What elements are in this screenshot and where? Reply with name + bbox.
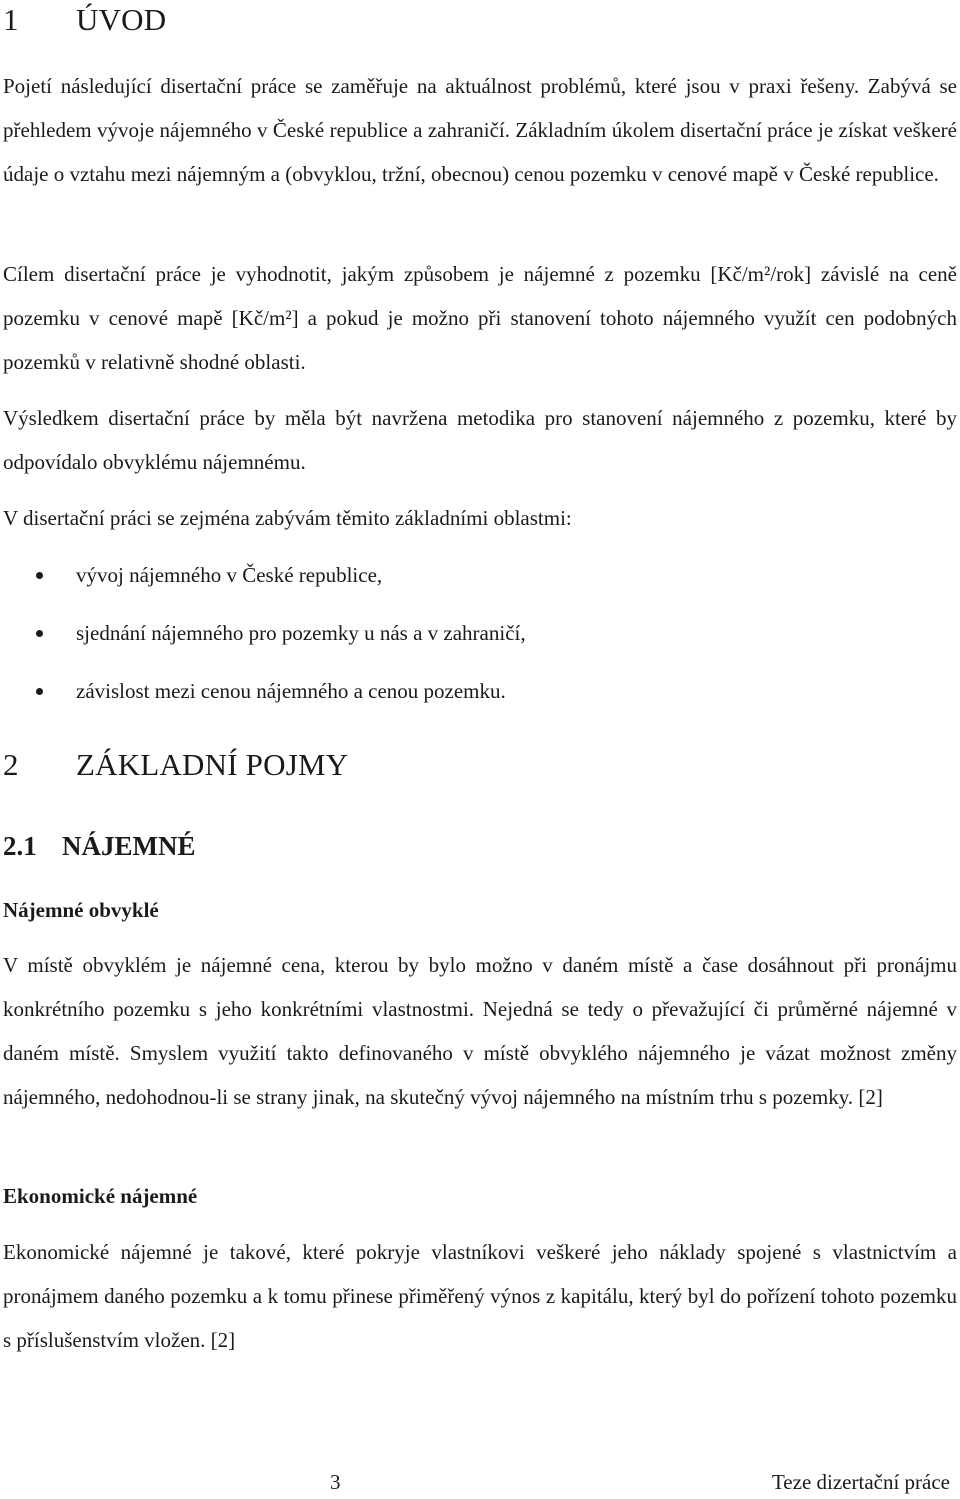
chapter-2-heading [3,747,348,783]
subsection-obvykle-text: V místě obvyklém je nájemné cena, kterou by bylo možno v daném místě a čase dosáhnout při pronájmu konkrétního pozemku s jeho konkrétními vlastnostmi. Nejedná se tedy o převažující či průměrné nájemné v daném místě. Smyslem využití takto definovaného v místě obvyklého nájemného je vázat možnost změny nájemného, nedohodnou-li se strany jinak, na skutečný vývoj nájemného na místním trhu s pozemky. [2] [3,953,957,1109]
intro-paragraph-3: Výsledkem disertační práce by měla být navržena metodika pro stanovení nájemného z pozemku, které by odpovídalo obvyklému nájemnému. [3,406,957,474]
list-item-text: vývoj nájemného v České republice, [76,563,383,587]
topics-list [3,560,526,734]
bullet-icon [36,572,43,579]
chapter-1-heading [3,2,166,38]
section-2-1-heading [3,831,196,862]
chapter-2-title: ZÁKLADNÍ POJMY [76,747,349,782]
list-item-text: sjednání nájemného pro pozemky u nás a v zahraničí, [76,621,526,645]
subsection-ekonomicke-heading: Ekonomické nájemné [3,1184,198,1208]
footer-document-title: Teze dizertační práce [771,1470,950,1494]
list-item [3,618,526,676]
chapter-1-number: 1 [3,2,19,37]
list-item [3,560,526,618]
bullet-icon [36,688,43,695]
intro-paragraph-1: Pojetí následující disertační práce se zaměřuje na aktuálnost problémů, které jsou v praxi řešeny. Zabývá se přehledem vývoje nájemného v České republice a zahraničí. Základním úkolem disertační práce je získat veškeré údaje o vztahu mezi nájemným a (obvyklou, tržní, obecnou) cenou pozemku v cenové mapě v České republice. [3,74,957,186]
section-2-1-number: 2.1 [3,831,37,861]
section-2-1-title: NÁJEMNÉ [62,831,196,861]
subsection-obvykle-heading: Nájemné obvyklé [3,898,159,922]
chapter-2-number: 2 [3,747,19,782]
list-item [3,676,526,734]
list-item-text: závislost mezi cenou nájemného a cenou pozemku. [76,679,506,703]
page-number: 3 [330,1470,341,1494]
intro-paragraph-2: Cílem disertační práce je vyhodnotit, jakým způsobem je nájemné z pozemku [Kč/m²/rok] závislé na ceně pozemku v cenové mapě [Kč/m²] a pokud je možno při stanovení tohoto nájemného využít cen podobných pozemků v relativně shodné oblasti. [3,262,957,374]
subsection-ekonomicke-text: Ekonomické nájemné je takové, které pokryje vlastníkovi veškeré jeho náklady spojené s vlastnictvím a pronájmem daného pozemku a k tomu přinese přiměřený výnos z kapitálu, který byl do pořízení tohoto pozemku s příslušenstvím vložen. [2] [3,1240,957,1352]
intro-paragraph-4: V disertační práci se zejména zabývám těmito základními oblastmi: [3,506,572,530]
bullet-icon [36,630,43,637]
chapter-1-title: ÚVOD [76,2,167,37]
